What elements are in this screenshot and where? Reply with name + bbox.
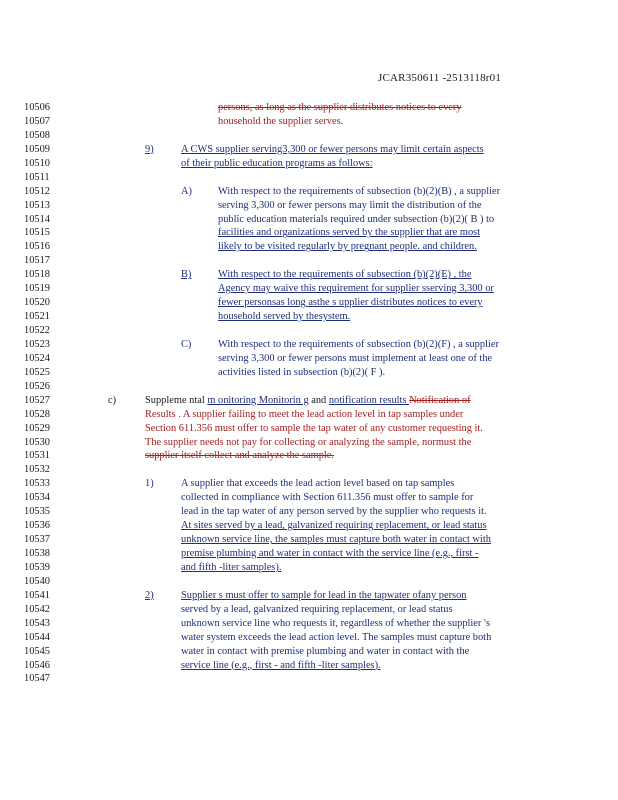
line-row — [0, 115, 618, 129]
body-text: With respect to the requirements of subsection (b)(2)(B) , a supplier — [218, 185, 501, 197]
inserted-text: Supplier s must offer to sample for lead in the tapwater ofany person — [181, 589, 467, 601]
line-number: 10542 — [24, 603, 50, 615]
line-number: 10513 — [24, 199, 50, 211]
line-row — [0, 157, 618, 171]
body-text: lead in the tap water of any person served by the supplier who requests it. — [181, 506, 487, 518]
line-row — [0, 394, 618, 408]
line-number: 10510 — [24, 157, 50, 169]
body-text: served by a lead, galvanized requiring replacement, or lead status — [181, 603, 453, 615]
line-number: 10522 — [24, 325, 50, 336]
line-row — [0, 240, 618, 254]
inserted-text: facilities and organizations served by the supplier that are most — [218, 227, 481, 239]
inserted-text: service line (e.g., first - and fifth -liter samples). — [181, 659, 381, 671]
line-row — [0, 268, 618, 282]
line-number: 10527 — [24, 394, 50, 406]
line-row — [0, 603, 618, 617]
line-row — [0, 631, 618, 645]
inserted-text: and fifth -liter samples). — [181, 561, 282, 573]
line-row — [0, 338, 618, 352]
line-row — [0, 282, 618, 296]
line-row — [0, 659, 618, 673]
line-number: 10547 — [24, 673, 50, 685]
line-row — [0, 213, 618, 227]
line-number: 10515 — [24, 227, 50, 239]
line-number: 10528 — [24, 408, 50, 420]
line-number: 10539 — [24, 561, 50, 573]
line-row — [0, 589, 618, 603]
line-number: 10506 — [24, 102, 50, 113]
line-row — [0, 436, 618, 450]
line-row — [0, 477, 618, 491]
section-heading — [145, 394, 471, 408]
line-number: 10544 — [24, 631, 50, 643]
body-text: Section 611.356 must offer to sample the tap water of any customer requesting it. — [145, 422, 483, 434]
line-row — [0, 519, 618, 533]
heading-part: Suppleme ntal — [145, 394, 208, 406]
line-row — [0, 171, 618, 185]
inserted-text: household served by thesystem. — [218, 311, 351, 323]
body-text: water system exceeds the lead action level. The samples must capture both — [181, 631, 492, 643]
section-label: c) — [108, 394, 117, 406]
line-number: 10543 — [24, 617, 50, 629]
line-row — [0, 352, 618, 366]
item-label: 2) — [145, 589, 154, 601]
inserted-text: With respect to the requirements of subsection (b)(2)(E) , the — [218, 269, 472, 281]
body-text: Results . A supplier failing to meet the lead action level in tap samples under — [145, 408, 464, 420]
body-text: serving 3,300 or fewer persons may limit the distribution of the — [218, 199, 482, 211]
document-id: JCAR350611 -2513118r01 — [378, 72, 502, 84]
line-number: 10523 — [24, 338, 50, 350]
heading-part: notification results — [328, 394, 410, 406]
line-number: 10546 — [24, 659, 50, 671]
document-body — [0, 101, 618, 686]
inserted-text: premise plumbing and water in contact with the service line (e.g., first - — [181, 548, 479, 559]
line-number: 10545 — [24, 645, 50, 657]
line-number: 10524 — [24, 352, 50, 364]
deleted-text: supplier itself collect and analyze the sample. — [145, 450, 334, 462]
line-number: 10511 — [24, 171, 50, 183]
line-number: 10512 — [24, 185, 50, 197]
body-text: activities listed in subsection (b)(2)( F ). — [218, 366, 386, 378]
line-number: 10507 — [24, 115, 50, 127]
line-number: 10536 — [24, 520, 50, 532]
body-text: A supplier that exceeds the lead action level based on tap samples — [181, 478, 455, 490]
line-number: 10514 — [24, 213, 50, 225]
line-number: 10517 — [24, 255, 50, 267]
inserted-text: At sites served by a lead, galvanized requiring replacement, or lead status — [181, 520, 487, 532]
line-number: 10529 — [24, 422, 50, 434]
body-text: household the supplier serves. — [218, 115, 344, 127]
line-number: 10519 — [24, 283, 50, 295]
line-row — [0, 366, 618, 380]
body-text: public education materials required under subsection (b)(2)( B ) to — [218, 213, 495, 225]
item-label: B) — [181, 269, 192, 281]
line-number: 10531 — [24, 450, 50, 462]
line-row — [0, 129, 618, 143]
line-row — [0, 422, 618, 436]
line-number: 10537 — [24, 534, 50, 546]
line-row — [0, 645, 618, 659]
inserted-text: fewer personsas long asthe s upplier distributes notices to every — [218, 297, 483, 309]
body-text: unknown service line who requests it, regardless of whether the supplier 's — [181, 617, 490, 629]
line-row — [0, 463, 618, 477]
line-row — [0, 672, 618, 686]
line-row — [0, 408, 618, 422]
line-row — [0, 324, 618, 338]
line-row — [0, 310, 618, 324]
line-number: 10526 — [24, 380, 50, 392]
line-number: 10518 — [24, 269, 50, 281]
item-label: 1) — [145, 478, 154, 490]
line-number: 10538 — [24, 548, 50, 559]
line-number: 10540 — [24, 575, 50, 587]
inserted-text: A CWS supplier serving3,300 or fewer persons may limit certain aspects — [181, 143, 484, 155]
line-row — [0, 254, 618, 268]
line-row — [0, 226, 618, 240]
inserted-text: likely to be visited regularly by pregnant people. and children. — [218, 241, 477, 253]
line-row — [0, 491, 618, 505]
item-label: 9) — [145, 143, 154, 155]
line-row — [0, 575, 618, 589]
item-label: C) — [181, 338, 192, 350]
body-text: The supplier needs not pay for collecting or analyzing the sample, normust the — [145, 436, 472, 448]
body-text: serving 3,300 or fewer persons must implement at least one of the — [218, 352, 493, 364]
line-row — [0, 533, 618, 547]
heading-part: Notification of — [409, 394, 471, 406]
line-row — [0, 101, 618, 115]
line-row — [0, 143, 618, 157]
line-row — [0, 617, 618, 631]
heading-part: and — [308, 394, 329, 406]
line-number: 10521 — [24, 311, 50, 323]
line-row — [0, 296, 618, 310]
line-row — [0, 185, 618, 199]
line-row — [0, 449, 618, 463]
line-row — [0, 199, 618, 213]
line-row — [0, 547, 618, 561]
line-number: 10535 — [24, 506, 50, 518]
heading-part: m onitoring Monitorin g — [207, 394, 309, 406]
line-number: 10520 — [24, 297, 50, 309]
inserted-text: unknown service line, the samples must capture both water in contact with — [181, 534, 491, 546]
line-number: 10530 — [24, 436, 50, 448]
line-number: 10534 — [24, 492, 50, 504]
line-number: 10533 — [24, 478, 50, 490]
line-number: 10509 — [24, 143, 50, 155]
line-row — [0, 380, 618, 394]
line-number: 10532 — [24, 464, 50, 476]
line-row — [0, 505, 618, 519]
body-text: water in contact with premise plumbing and water in contact with the — [181, 645, 470, 657]
line-number: 10525 — [24, 366, 50, 378]
line-number: 10508 — [24, 129, 50, 141]
line-number: 10516 — [24, 241, 50, 253]
item-label: A) — [181, 185, 192, 197]
inserted-text: Agency may waive this requirement for supplier sserving 3,300 or — [218, 283, 494, 295]
line-row — [0, 561, 618, 575]
inserted-text: of their public education programs as follows: — [181, 157, 373, 169]
body-text: With respect to the requirements of subsection (b)(2)(F) , a supplier — [218, 338, 499, 350]
deleted-text: persons, as long as the supplier distributes notices to every — [218, 102, 462, 113]
line-number: 10541 — [24, 589, 50, 601]
body-text: collected in compliance with Section 611.356 must offer to sample for — [181, 492, 474, 504]
